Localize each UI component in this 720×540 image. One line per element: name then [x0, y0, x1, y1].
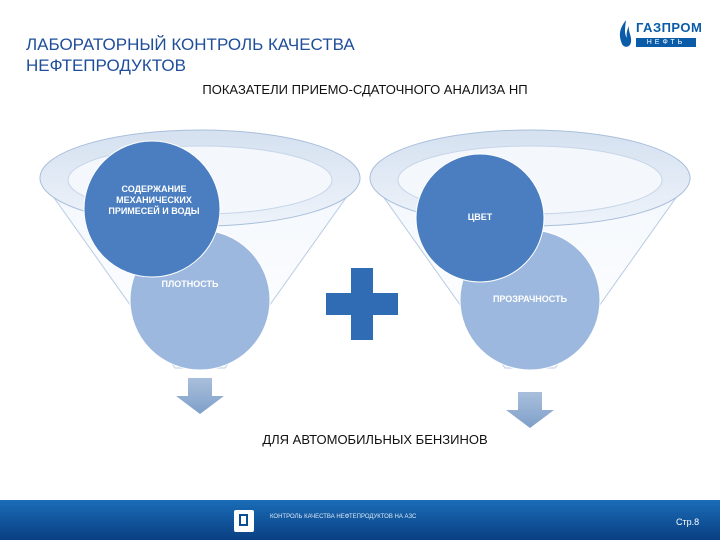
label-density: ПЛОТНОСТЬ — [161, 279, 219, 289]
right-down-arrow-icon — [506, 392, 554, 428]
title-line-2: НЕФТЕПРОДУКТОВ — [26, 56, 186, 75]
logo-bar-text: НЕФТЬ — [636, 38, 696, 47]
logo-word: ГАЗПРОМ — [636, 20, 703, 35]
left-down-arrow-icon — [176, 378, 224, 414]
diagram-subtitle: ПОКАЗАТЕЛИ ПРИЕМО-СДАТОЧНОГО АНАЛИЗА НП — [202, 82, 528, 97]
fuel-pump-icon — [234, 510, 254, 532]
page-number: Стр.8 — [676, 517, 700, 527]
footer-text: КОНТРОЛЬ КАЧЕСТВА НЕФТЕПРОДУКТОВ НА АЗС — [270, 514, 417, 520]
right-funnel — [370, 130, 690, 428]
conclusion-text: ДЛЯ АВТОМОБИЛЬНЫХ БЕНЗИНОВ — [262, 432, 488, 447]
label-impurities: СОДЕРЖАНИЕ МЕХАНИЧЕСКИХ ПРИМЕСЕЙ И ВОДЫ — [108, 184, 200, 216]
left-funnel — [40, 130, 360, 414]
title-line-1: ЛАБОРАТОРНЫЙ КОНТРОЛЬ КАЧЕСТВА — [26, 35, 355, 54]
label-color: ЦВЕТ — [467, 212, 493, 222]
footer-bar — [0, 500, 720, 540]
label-transparency: ПРОЗРАЧНОСТЬ — [492, 294, 568, 304]
plus-icon — [326, 268, 398, 340]
